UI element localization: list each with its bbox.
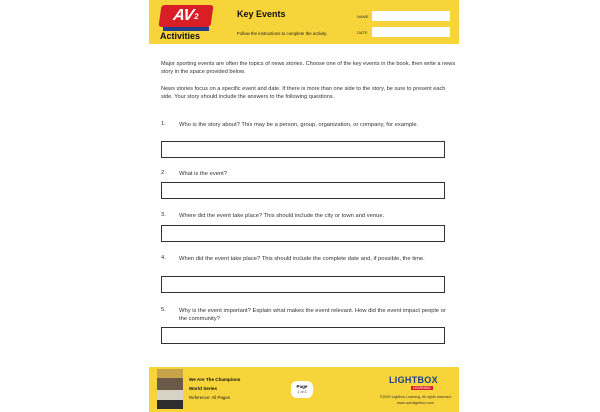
copyright-text: ©2020 Lightbox Learning. All rights reserved. [380, 395, 452, 399]
book-cover-thumbnail [157, 369, 183, 409]
question-5-text: Why is the event important? Explain what makes the event relevant. How did the event impact people or the community? [179, 308, 446, 322]
question-2-text: What is the event? [179, 171, 228, 177]
av2-logo [158, 5, 213, 27]
answer-box-5[interactable] [161, 327, 445, 344]
page-label: Page [296, 384, 308, 389]
question-3-text: Where did the event take place? This should include the city or town and venue. [179, 213, 385, 219]
date-label: DATE [357, 30, 368, 35]
date-field[interactable] [372, 27, 450, 37]
lightbox-logo-tag: LEARNING [413, 386, 431, 390]
intro-paragraph-2: News stories focus on a specific event and date. If there is more than one side to the story, be sure to present each side. Your story should include the answers to the following questions. [161, 86, 446, 100]
reference-text: Reference: All Pages [189, 395, 231, 400]
lightbox-logo: LIGHTBOX [389, 375, 438, 385]
answer-box-3[interactable] [161, 225, 445, 242]
activities-label: Activities [160, 31, 201, 41]
question-5-number: 5. [161, 307, 166, 313]
answer-box-4[interactable] [161, 276, 445, 293]
question-1-text: Who is the story about? This may be a person, group, organization, or company, for example. [179, 122, 419, 128]
intro-paragraph-1: Major sporting events are often the topics of news stories. Choose one of the key events in the book, then write a news story in the space provided below. [161, 61, 456, 75]
name-label: NAME [357, 14, 369, 19]
series-title: We Are The Champions [189, 377, 241, 382]
worksheet-page [149, 0, 459, 412]
name-field[interactable] [372, 11, 450, 21]
question-4-text: When did the event take place? This should include the complete date and, if possible, the time. [179, 256, 425, 262]
worksheet-footer [149, 367, 459, 412]
question-1-number: 1. [161, 121, 166, 127]
page-number: 1 of 3 [297, 390, 307, 394]
question-2-number: 2. [161, 170, 166, 176]
website-link[interactable]: www.openlightbox.com [397, 401, 434, 405]
logo-text: AV [172, 7, 195, 24]
question-4-number: 4. [161, 255, 166, 261]
worksheet-header [149, 0, 459, 44]
question-3-number: 3. [161, 212, 166, 218]
book-title: World Series [189, 386, 217, 391]
page-subtitle: Follow the instructions to complete the activity. [237, 31, 328, 36]
page-indicator [291, 381, 313, 398]
answer-box-1[interactable] [161, 141, 445, 158]
logo-superscript: 2 [193, 11, 200, 21]
answer-box-2[interactable] [161, 182, 445, 199]
page-title: Key Events [237, 9, 286, 19]
